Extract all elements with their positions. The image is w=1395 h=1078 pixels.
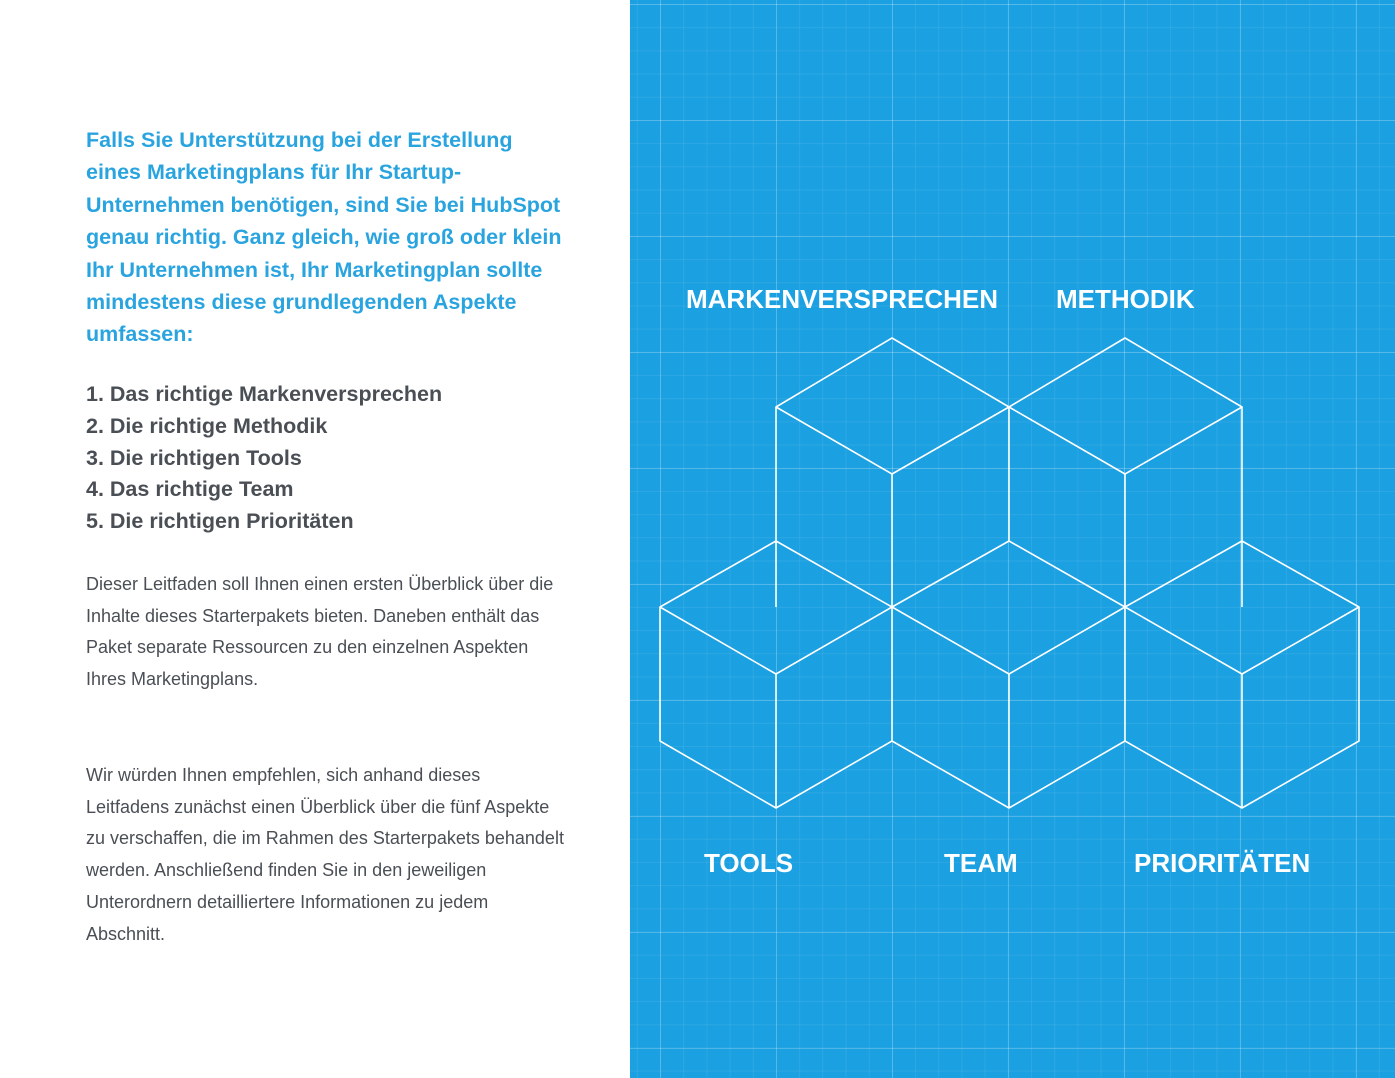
paragraph-overview: Dieser Leitfaden soll Ihnen einen ersten Überblick über die Inhalte dieses Starterpakets bieten. Daneben enthält das Paket separate Ressourcen zu den einzelnen Aspekten Ihres Marketingplans. [86, 574, 554, 690]
label-markenversprechen: MARKENVERSPRECHEN [686, 284, 999, 314]
list-item: 1. Das richtige Markenversprechen [86, 382, 443, 406]
cube-markenversprechen [776, 338, 1009, 607]
label-prioritaeten: PRIORITÄTEN [1134, 848, 1311, 878]
cube-methodik [1009, 338, 1242, 607]
list-item: 3. Die richtigen Tools [86, 445, 302, 470]
cube-diagram [630, 0, 1395, 1078]
list-item: 5. Die richtigen Prioritäten [86, 509, 354, 534]
list-item: 2. Die richtige Methodik [86, 413, 328, 438]
label-methodik: METHODIK [1056, 284, 1195, 314]
label-tools: TOOLS [704, 848, 794, 878]
intro-heading: Falls Sie Unterstützung bei der Erstellung eines Marketingplans für Ihr Startup-Unternehmen benötigen, sind Sie bei HubSpot genau richtig. Ganz gleich, wie groß oder klein Ihr Unternehmen ist, Ihr Marketingplan sollte mindestens diese grundlegenden Aspekte umfassen: [86, 128, 562, 347]
paragraph-recommendation: Wir würden Ihnen empfehlen, sich anhand dieses Leitfadens zunächst einen Überblick über die fünf Aspekte zu verschaffen, die im Rahmen des Starterpakets behandelt werden. Anschließend finden Sie in den jeweiligen Unterordnern detailliertere Informationen zu jedem Abschnitt. [86, 765, 564, 944]
cube-team [892, 541, 1125, 808]
text-column [0, 0, 630, 1078]
aspects-list [86, 379, 586, 538]
blueprint-panel [630, 0, 1395, 1078]
label-team: TEAM [944, 848, 1018, 878]
list-item: 4. Das richtige Team [86, 477, 294, 502]
